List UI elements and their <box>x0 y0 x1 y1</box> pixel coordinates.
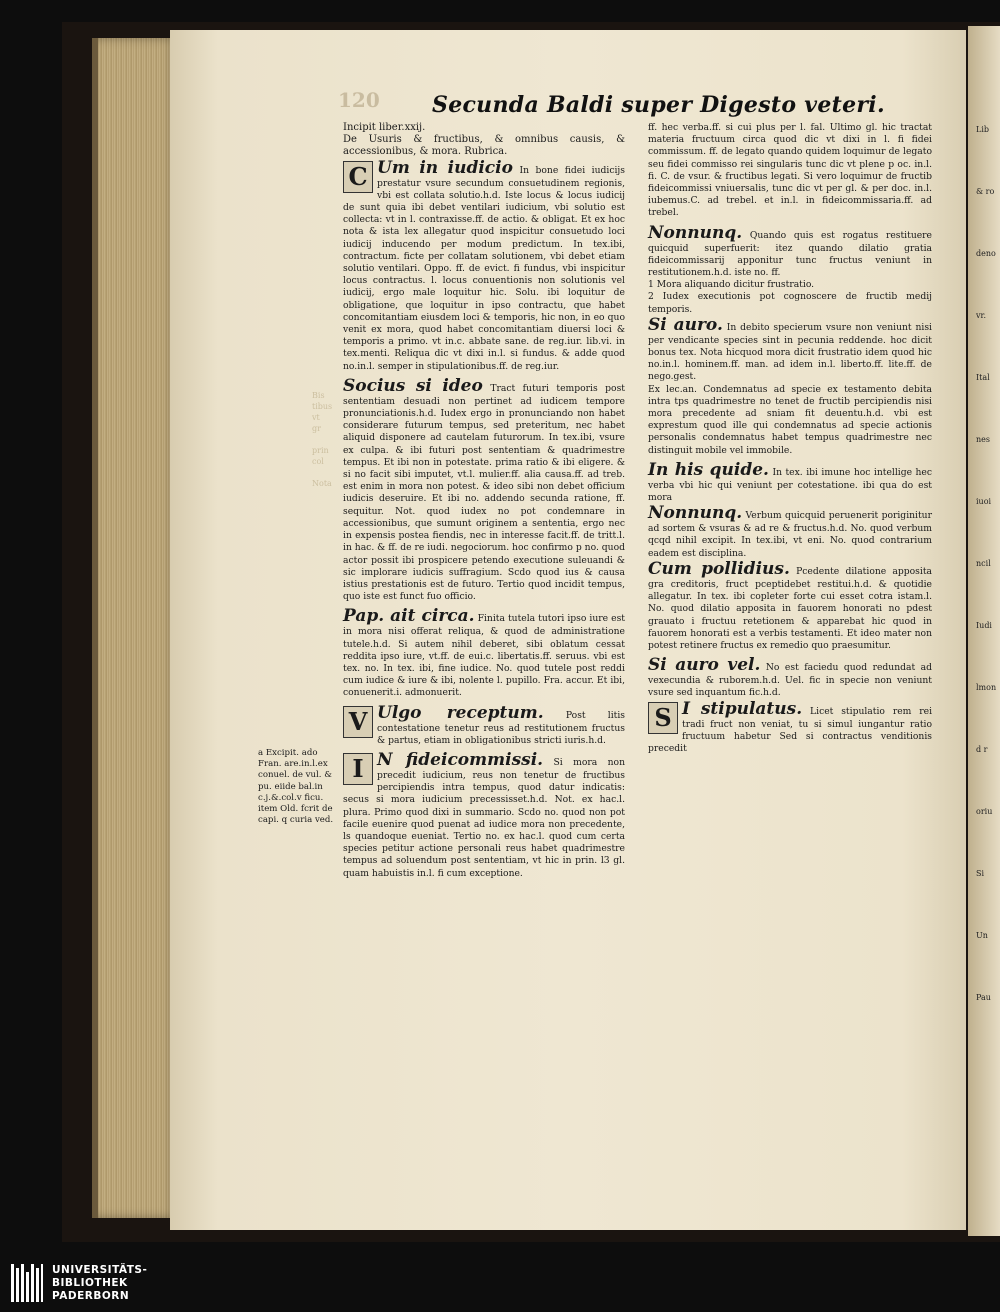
margin-note: a Excipit. ado Fran. are.in.l.ex conuel. de vul. & pu. eiide bal.in c.j.&.col.v ficu. item Old. fcrit de capi. q curia ved. <box>258 748 334 826</box>
facing-page-fragment: oriu <box>976 807 993 816</box>
text-pap: Finita tutela tutori ipso iure est in mora nisi offerat reliqua, & quod de administratione tutele.h.d. Si autem nihil deberet, sibi oblatum cessat reddita ipso iure, vt.ff. de eui.c. libertatis.ff. seruus. vbi est tex. no. In tex. ibi, fine iudice. No. quod tutele post reddi cum iudice & iure & ibi, nolente l. pupillo. Fra. accur. Et ibi, conuenerit.i. admonuerit. <box>343 613 625 699</box>
lemma-socius: Socius si ideo <box>343 375 483 396</box>
section-nonnunq <box>648 224 932 280</box>
facing-page-fragment: Pau <box>976 993 991 1002</box>
facing-page-fragment: d r <box>976 745 988 754</box>
facing-page-fragment: deno <box>976 249 996 258</box>
text-fidei: Si mora non precedit iudicium, reus non tenetur de fructibus percipiendis intra tempus, quod datur indicatis: secus si mora iudicium precessisset.h.d. Not. ex hac.l. plura. Primo quod dixi in summario. Scdo no. quod non pot facile euenire quod puenat ad iudice mora non precedente, ls quandoque eueniat. Tertio no. ex hac.l. quod cum certa species petitur actione personali reus habet quadrimestre tempus ad soluendum post sententiam, vt hic in prin. l3 gl. quam habuistis in.l. fi cum exceptione. <box>343 756 625 879</box>
text-socius: Tract futuri temporis post sententiam desuadi non pertinet ad iudicem tempore pronunciationis.h.d. Iudex ergo in pronunciando non habet considerare futurum tempus, sed preteritum, nec habet aliquid disponere ad cautelam futurorum. In tex.ibi, vsure ex culpa. & ibi futuri post sententiam & quadrimestre tempus. Et ibi non in potestate. prima ratio & ibi eligere. & si no facit sibi imputet, vt.l. mulier.ff. alia causa.ff. ad treb. est enim in mora non potest. & ideo sibi non debet officium iudicis deseruire. Et ibi no. addendo secunda ratione, ff. sequitur. Not. quod iudex no pot condemnare in accessionibus, que sumunt originem a sententia, ergo nec in expensis postea fiendis, nec in interesse facit.ff. de tritt.l. in hac. & ff. de re iudi. negociorum. hoc confirmo p no. quod actor possit ibi prospicere petendo executione suleuandi & sic implorare iudicis suffragium. Scdo quod ius & causa istius prestationis est de futuro. Tertio quod incidit tempus, quo iste est funct fuo officio. <box>343 382 625 603</box>
note-2: 2 Iudex executionis pot cognoscere de fructib medij temporis. <box>648 291 932 315</box>
section-stipulatus <box>648 700 932 756</box>
library-name <box>52 1264 147 1303</box>
text-nonnunq: Quando quis est rogatus restituere quicquid superfuerit: itez quando dilatio gratia fideicommissarij apponitur tunc fructus veniunt in restitutionem.h.d. iste no. ff. <box>648 229 932 279</box>
text-cum-pollidius: Pcedente dilatione apposita gra creditoris, fruct pceptidebet restitui.h.d. & quotidie allegatur. In tex. ibi copleter forte cui esset cotra istam.l. No. quod dilatio apposita in fauorem honorati no pdest grauato i fructuu retetionem & apparebat hic quod in fauorem honorati est a verbis testamenti. Et ideo mater non potest retinere fructus ex remedio quo praesumitur. <box>648 565 933 651</box>
lemma-fidei: N fideicommissi. <box>377 749 544 770</box>
lemma-cum-pollidius: Cum pollidius. <box>648 558 790 579</box>
section-nonnunq-2 <box>648 504 932 560</box>
lemma-in-his: In his quide. <box>648 459 769 480</box>
facing-page-fragment: nes <box>976 435 990 444</box>
library-name-line-1: UNIVERSITÄTS- <box>52 1264 148 1276</box>
facing-page-fragment: Un <box>976 931 988 940</box>
library-logo-icon <box>10 1262 44 1304</box>
section-pap <box>343 607 625 699</box>
book-incipit: Incipit liber.xxij. <box>343 122 426 133</box>
facing-page-fragment: vr. <box>976 311 987 320</box>
lemma-pap: Pap. ait circa. <box>343 606 475 627</box>
section-socius <box>343 377 625 603</box>
right-text-column <box>648 122 932 755</box>
text-ex-lec-an: Ex lec.an. Condemnatus ad specie ex testamento debita intra tps quadrimestre no tenet de fructib percipiendis nisi mora precedente ad sniam fit deuentu.h.d. vbi est exprestum quod ille qui condemnatus ad specie actionis personalis condemnatus habet tempus quadrimestre nec distinguit mobile vel immobile. <box>648 383 932 456</box>
initial-letter-v: V <box>343 706 373 738</box>
lemma-stipulatus: I stipulatus. <box>682 698 803 719</box>
lemma-nonnunq: Nonnunq. <box>648 222 743 243</box>
note-1: 1 Mora aliquando dicitur frustratio. <box>648 279 815 291</box>
facing-page-fragment: & ro <box>976 187 995 196</box>
text-in-his: In tex. ibi imune hoc intellige hec verba vbi hic qui veniunt per cotestatione. ibi qua do est mora <box>648 466 932 504</box>
text-si-auro: In debito specierum vsure non veniunt nisi per vendicante species sint in pecunia reddende. hoc dicit bonus tex. Nota hicquod mora dicit frustratio idem quod hic no.in.l. hominem.ff. man. ad idem in.l. liberto.ff. lite.ff. de nego.gest. <box>648 321 932 383</box>
folio-number: 120 <box>338 88 380 112</box>
text-stipulatus: Licet stipulatio rem rei tradi fruct non veniat, tu si simul iungantur ratio fructuum habetur Sed si contractus venditionis precedit <box>648 705 933 754</box>
library-name-line-2: BIBLIOTHEK <box>52 1277 128 1289</box>
text-nonnunq-2: Verbum quicquid peruenerit poriginitur ad sortem & vsuras & ad re & fructus.h.d. No. quod verbum qcqd nihil excipit. In tex.ibi, vt eni. No. quod contrarium eadem est disciplina. <box>648 510 932 559</box>
facing-page-fragment: ncil <box>976 559 991 568</box>
facing-page-fragment: Si <box>976 869 985 878</box>
initial-letter-s: S <box>648 702 678 734</box>
section-cum-in-iudicio <box>343 159 625 373</box>
text-cum: In bone fidei iudicijs prestatur vsure secundum consuetudinem regionis, vbi est collata solutio.h.d. Iste locus & locus iudicij de sunt quia ibi debet ventilari iudicium, vbi solutio est collecta: vt in l. contraxisse.ff. de actio. & obligat. Et ex hoc nota & ista lex allegatur quod inspicitur consuetudo loci iudicij inducendo per modum predictum. In tex.ibi, contractum. ficte per collatam solutionem, vbi debet etiam solutio ventilari. Oppo. ff. de evict. fi fundus, vbi inspicitur locus contractus. l. locus conuentionis non solutionis vel iudicij, ergo male loquitur hic. Solu. ibi loquitur de obligatione, que loquitur in ipso contractu, que habet concomitantiam eiusdem loci & temporis, hic non, in eo quo venit ex mora, quod habet concomitantiam diuersi loci & temporis a primo. vt in.c. abbate sane. de reg.iur. lib.vi. in tex.menti. Reliqua dic vt dixi in.l. si fundus. & adde quod no.in.l. semper in stipulationibus.ff. de reg.iur. <box>343 164 626 372</box>
rubric-title: De Usuris & fructibus, & omnibus causis, & accessionibus, & mora. Rubrica. <box>343 134 625 158</box>
facing-page-fragment: Iudi <box>976 621 992 630</box>
text-right-top: ff. hec verba.ff. si cui plus per l. fal. Ultimo gl. hic tractat materia fructuum circa quod dic vt dixi in l. fi fidei commissum. ff. de legato quando quidem loquimur de legato seu fidei commisso rei singularis tunc dic vt plene p oc. in.l. fi. C. de vsur. & fructibus legati. Si vero loquimur de fructib fideicommissi vniuersalis, tunc dic vt per gl. & per doc. in.l. iubemus.C. ad trebel. et in.l. in fideicommissaria.ff. ad trebel. <box>648 122 932 219</box>
facing-page-strip <box>968 26 1000 1236</box>
library-name-line-3: PADERBORN <box>52 1290 130 1302</box>
lemma-nonnunq-2: Nonnunq. <box>648 503 743 524</box>
section-cum-pollidius <box>648 560 932 652</box>
running-head: Secunda Baldi super Digesto veteri. <box>432 92 885 118</box>
offset-ghost-text: Bis tibus vt gr prin col Nota <box>312 391 333 488</box>
section-si-auro <box>648 316 932 384</box>
text-vulgo: Post litis contestatione tenetur reus ad restitutionem fructus & partus, etiam in obligationibus stricti iuris.h.d. <box>377 709 626 746</box>
lemma-si-auro: Si auro. <box>648 314 723 335</box>
facing-page-fragment: Lib <box>976 125 989 134</box>
left-text-column <box>343 122 625 880</box>
lemma-si-auro-vel: Si auro vel. <box>648 655 761 676</box>
section-vulgo <box>343 704 625 747</box>
section-in-his <box>648 461 932 504</box>
initial-letter-c: C <box>343 161 373 193</box>
facing-page-fragment: iuoi <box>976 497 992 506</box>
facing-page-fragment: Ital <box>976 373 990 382</box>
section-fideicommissi <box>343 751 625 880</box>
initial-letter-i: I <box>343 753 373 785</box>
text-si-auro-vel: No est faciedu quod redundat ad vexecundia & ruborem.h.d. Uel. fic in specie non veniunt vsure sed inquantum fic.h.d. <box>648 662 932 699</box>
page-edges <box>98 38 178 1218</box>
lemma-vulgo: Ulgo receptum. <box>377 702 544 723</box>
section-si-auro-vel <box>648 656 932 699</box>
lemma-cum: Um in iudicio <box>377 157 513 178</box>
facing-page-fragment: lmon <box>976 683 997 692</box>
